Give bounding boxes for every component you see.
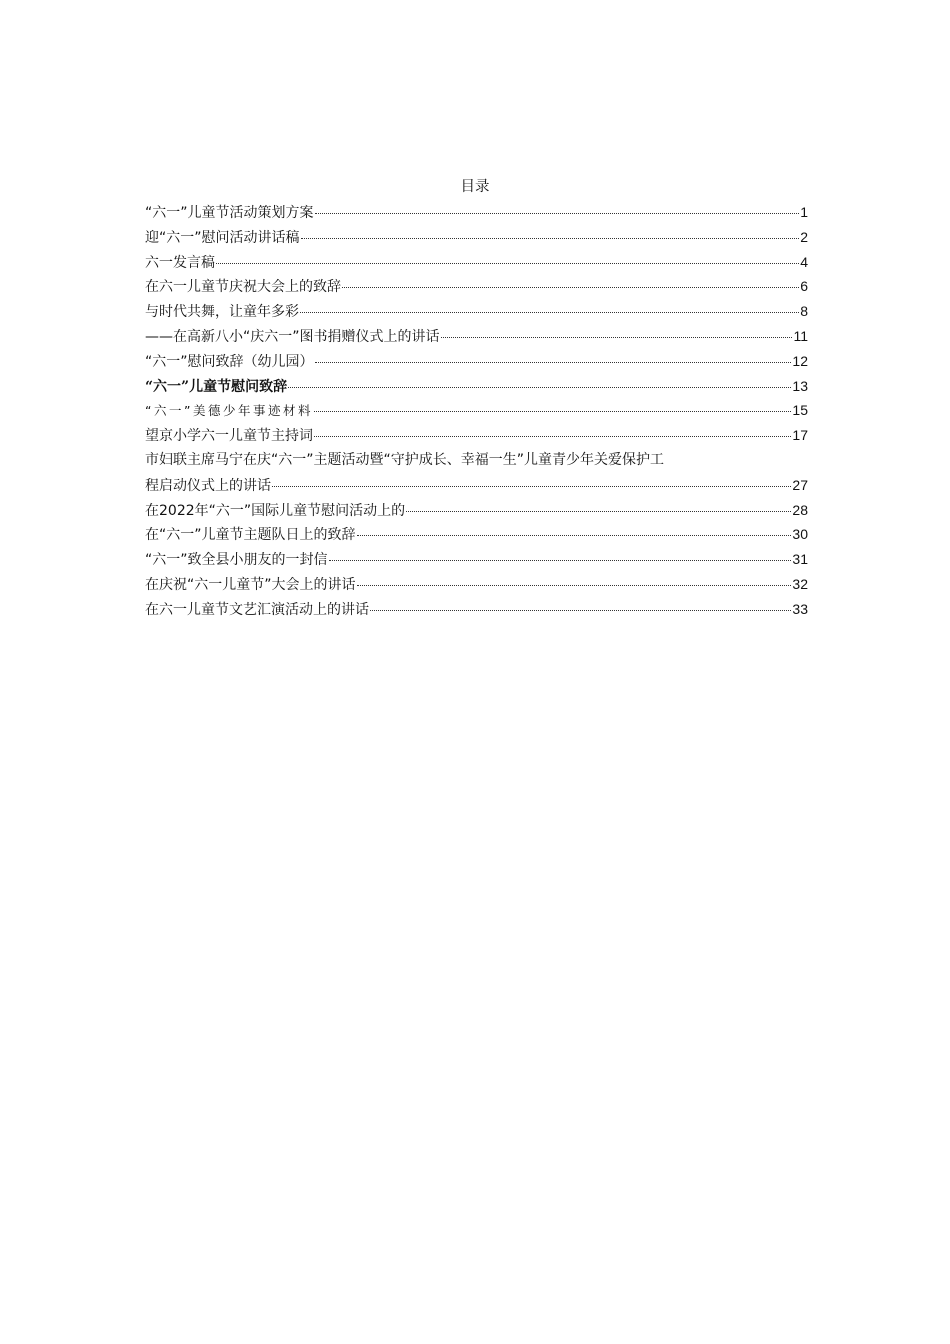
toc-page-number: 33: [792, 600, 808, 617]
toc-entry-label: ——在高新八小“庆六一”图书捐赠仪式上的讲话: [145, 328, 440, 345]
toc-entry[interactable]: [145, 250, 808, 275]
toc-entry[interactable]: [145, 597, 808, 622]
dot-leader: [315, 362, 792, 363]
toc-entry[interactable]: [145, 200, 808, 225]
toc-title: 目录: [460, 179, 490, 195]
toc-entry[interactable]: [145, 349, 808, 374]
toc-entry-label: 迎“六一”慰问活动讲话稿: [145, 229, 300, 246]
toc-entry-label: 与时代共舞，让童年多彩: [145, 304, 299, 321]
toc-entry-label: “六一”美德少年事迹材料: [145, 403, 313, 419]
toc-page-number: 1: [800, 204, 808, 220]
toc-page-number: 12: [792, 352, 808, 369]
toc-entry[interactable]: [145, 374, 808, 399]
toc-page-number: 27: [792, 476, 808, 493]
toc-entry-label-line1: 市妇联主席马宁在庆“六一”主题活动暨“守护成长、幸福一生”儿童青少年关爱保护工: [145, 451, 665, 468]
dot-leader: [357, 535, 792, 536]
toc-entry[interactable]: [145, 225, 808, 250]
toc-page-number: 32: [792, 575, 808, 592]
toc-entry-label: 在“六一”儿童节主题队日上的致辞: [145, 527, 356, 544]
dot-leader: [300, 312, 799, 313]
toc-page-number: 11: [793, 327, 808, 344]
dot-leader: [315, 213, 800, 214]
dot-leader: [357, 585, 792, 586]
toc-entry-label: 在六一儿童节庆祝大会上的致辞: [145, 279, 341, 296]
dot-leader: [329, 560, 792, 561]
toc-entry[interactable]: [145, 448, 808, 498]
toc-page-number: 15: [792, 402, 808, 419]
dot-leader: [441, 337, 793, 338]
dot-leader: [272, 486, 791, 487]
dot-leader: [216, 263, 799, 264]
dot-leader: [288, 387, 791, 388]
toc-entry-label: 在六一儿童节文艺汇演活动上的讲话: [145, 601, 369, 618]
toc-entry[interactable]: [145, 547, 808, 572]
toc-entry-label: “六一”儿童节活动策划方案: [145, 205, 314, 221]
table-of-contents: [145, 200, 808, 622]
toc-entry-label-line2: 程启动仪式上的讲话: [145, 477, 271, 494]
dot-leader: [370, 610, 791, 611]
dot-leader: [342, 287, 799, 288]
toc-page-number: 13: [792, 377, 808, 394]
toc-entry-label: “六一”慰问致辞（幼儿园）: [145, 353, 314, 370]
toc-entry-label: 六一发言稿: [145, 254, 215, 271]
dot-leader: [406, 511, 791, 512]
dot-leader: [301, 238, 800, 239]
toc-entry[interactable]: [145, 398, 808, 423]
toc-entry[interactable]: [145, 522, 808, 547]
toc-page-number: 8: [800, 303, 808, 320]
toc-page-number: 6: [800, 278, 808, 295]
toc-page-number: 17: [792, 427, 808, 444]
dot-leader: [314, 436, 791, 437]
toc-page-number: 4: [800, 253, 808, 270]
toc-page-number: 2: [800, 228, 808, 245]
toc-entry[interactable]: [145, 299, 808, 324]
toc-page-number: 30: [792, 526, 808, 543]
toc-entry[interactable]: [145, 498, 808, 523]
toc-entry[interactable]: [145, 423, 808, 448]
toc-page-number: 28: [792, 501, 808, 518]
toc-entry[interactable]: [145, 572, 808, 597]
toc-entry-label: “六一”致全县小朋友的一封信: [145, 552, 328, 569]
toc-page-number: 31: [792, 551, 808, 568]
toc-entry-label: 望京小学六一儿童节主持词: [145, 428, 313, 445]
toc-entry[interactable]: [145, 274, 808, 299]
toc-entry-label: 在庆祝“六一儿童节”大会上的讲话: [145, 576, 356, 593]
toc-entry-label: 在2022年“六一”国际儿童节慰问活动上的: [145, 502, 406, 519]
toc-entry-label: “六一”儿童节慰问致辞: [145, 378, 288, 395]
toc-entry[interactable]: [145, 324, 808, 349]
dot-leader: [314, 411, 791, 412]
